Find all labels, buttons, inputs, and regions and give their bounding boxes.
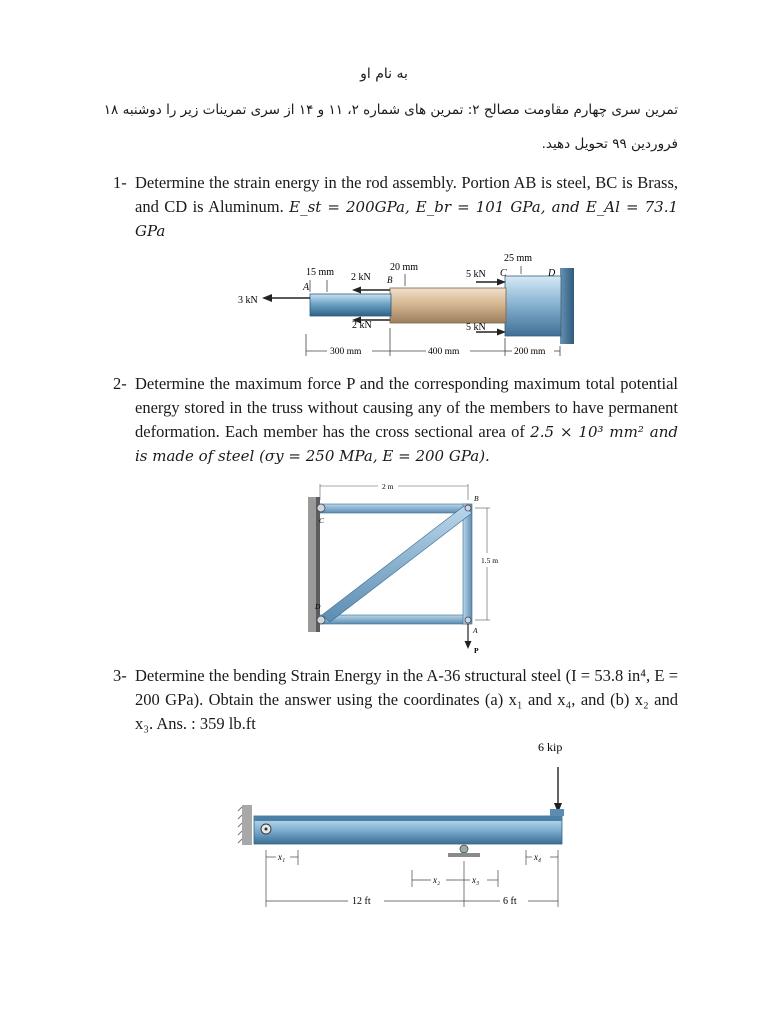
point-c-label: C: [319, 516, 325, 525]
length-ab-label: 300 mm: [330, 347, 362, 357]
point-b-label: B: [474, 494, 479, 503]
question-formula: E_st = 200GPa, E_br = 101 GPa, and E_Al = 73.1 GPa: [135, 198, 679, 240]
question-number: 1-: [113, 173, 127, 192]
length-6ft-label: 6 ft: [503, 896, 517, 907]
member-da: [320, 615, 470, 624]
diameter-ab-label: 15 mm: [306, 267, 335, 278]
x2-label: x₂: [433, 875, 441, 885]
height-dimension-label: 1.5 m: [481, 556, 499, 565]
force-end-label: 3 kN: [238, 295, 258, 306]
length-bc-label: 400 mm: [428, 347, 460, 357]
point-a-label: A: [473, 626, 478, 635]
member-db: [322, 506, 472, 622]
question-3: [113, 664, 678, 736]
question-text: Determine the bending Strain Energy in the A-36 structural steel (I = 53.8 in⁴, E = 200 GPa). Obtain the answer using the coordinates (a) x₁ and x₄, and (b) x₂ and x₃. Ans. : 359 lb.ft: [135, 666, 678, 733]
member-ba: [463, 504, 472, 624]
point-d-label: D: [548, 268, 556, 279]
segment-bc-brass: [390, 288, 506, 323]
question-text: Determine the strain energy in the rod assembly. Portion AB is steel, BC is Brass, and CD is Aluminum.: [135, 173, 678, 216]
truss-figure: [300, 475, 530, 660]
member-cb: [320, 504, 470, 513]
force-c-bottom-label: 5 kN: [466, 322, 486, 333]
width-dimension-label: 2 m: [382, 482, 394, 491]
point-a-label: A: [303, 282, 310, 293]
point-d-label: D: [315, 602, 321, 611]
question-1: [113, 171, 678, 243]
question-2: [113, 372, 678, 468]
question-text: Determine the maximum force P and the corresponding maximum total potential energy stored in the truss without causing any of the members to have permanent deformation. Each member has the cross sectional area of: [135, 374, 678, 441]
assignment-instructions-line-2: فروردین ۹۹ تحویل دهید.: [541, 136, 678, 152]
segment-ab-steel: [310, 294, 391, 316]
diameter-cd-label: 25 mm: [504, 253, 533, 264]
length-cd-label: 200 mm: [514, 347, 546, 357]
force-c-top-label: 5 kN: [466, 269, 486, 280]
rod-assembly-figure: [230, 248, 580, 363]
force-b-top-label: 2 kN: [351, 272, 371, 283]
point-c-label: C: [500, 268, 507, 279]
load-p-label: P: [474, 646, 479, 655]
length-12ft-label: 12 ft: [352, 896, 371, 907]
x1-label: x₁: [278, 852, 286, 862]
x3-label: x₃: [472, 875, 480, 885]
roller-support: [448, 853, 480, 857]
question-formula: 2.5 × 10³ mm² and is made of steel (σy = 250 MPa, E = 200 GPa).: [135, 423, 679, 465]
fixed-support-wall: [560, 268, 574, 344]
segment-cd-aluminum: [505, 276, 561, 336]
question-number: 2-: [113, 374, 127, 393]
force-b-bottom-label: 2 kN: [352, 320, 372, 331]
load-label: 6 kip: [538, 740, 563, 754]
diameter-bc-label: 20 mm: [390, 262, 419, 273]
question-number: 3-: [113, 666, 127, 685]
page-heading: به نام او: [360, 66, 408, 82]
beam-figure: [236, 735, 586, 915]
point-b-label: B: [387, 275, 393, 285]
beam-wall: [242, 805, 252, 845]
assignment-instructions-line-1: تمرین سری چهارم مقاومت مصالح ۲: تمرین های شماره ۲، ۱۱ و ۱۴ از سری تمرینات زیر را دوشنبه ۱۸: [103, 102, 678, 118]
x4-label: x₄: [534, 852, 542, 862]
